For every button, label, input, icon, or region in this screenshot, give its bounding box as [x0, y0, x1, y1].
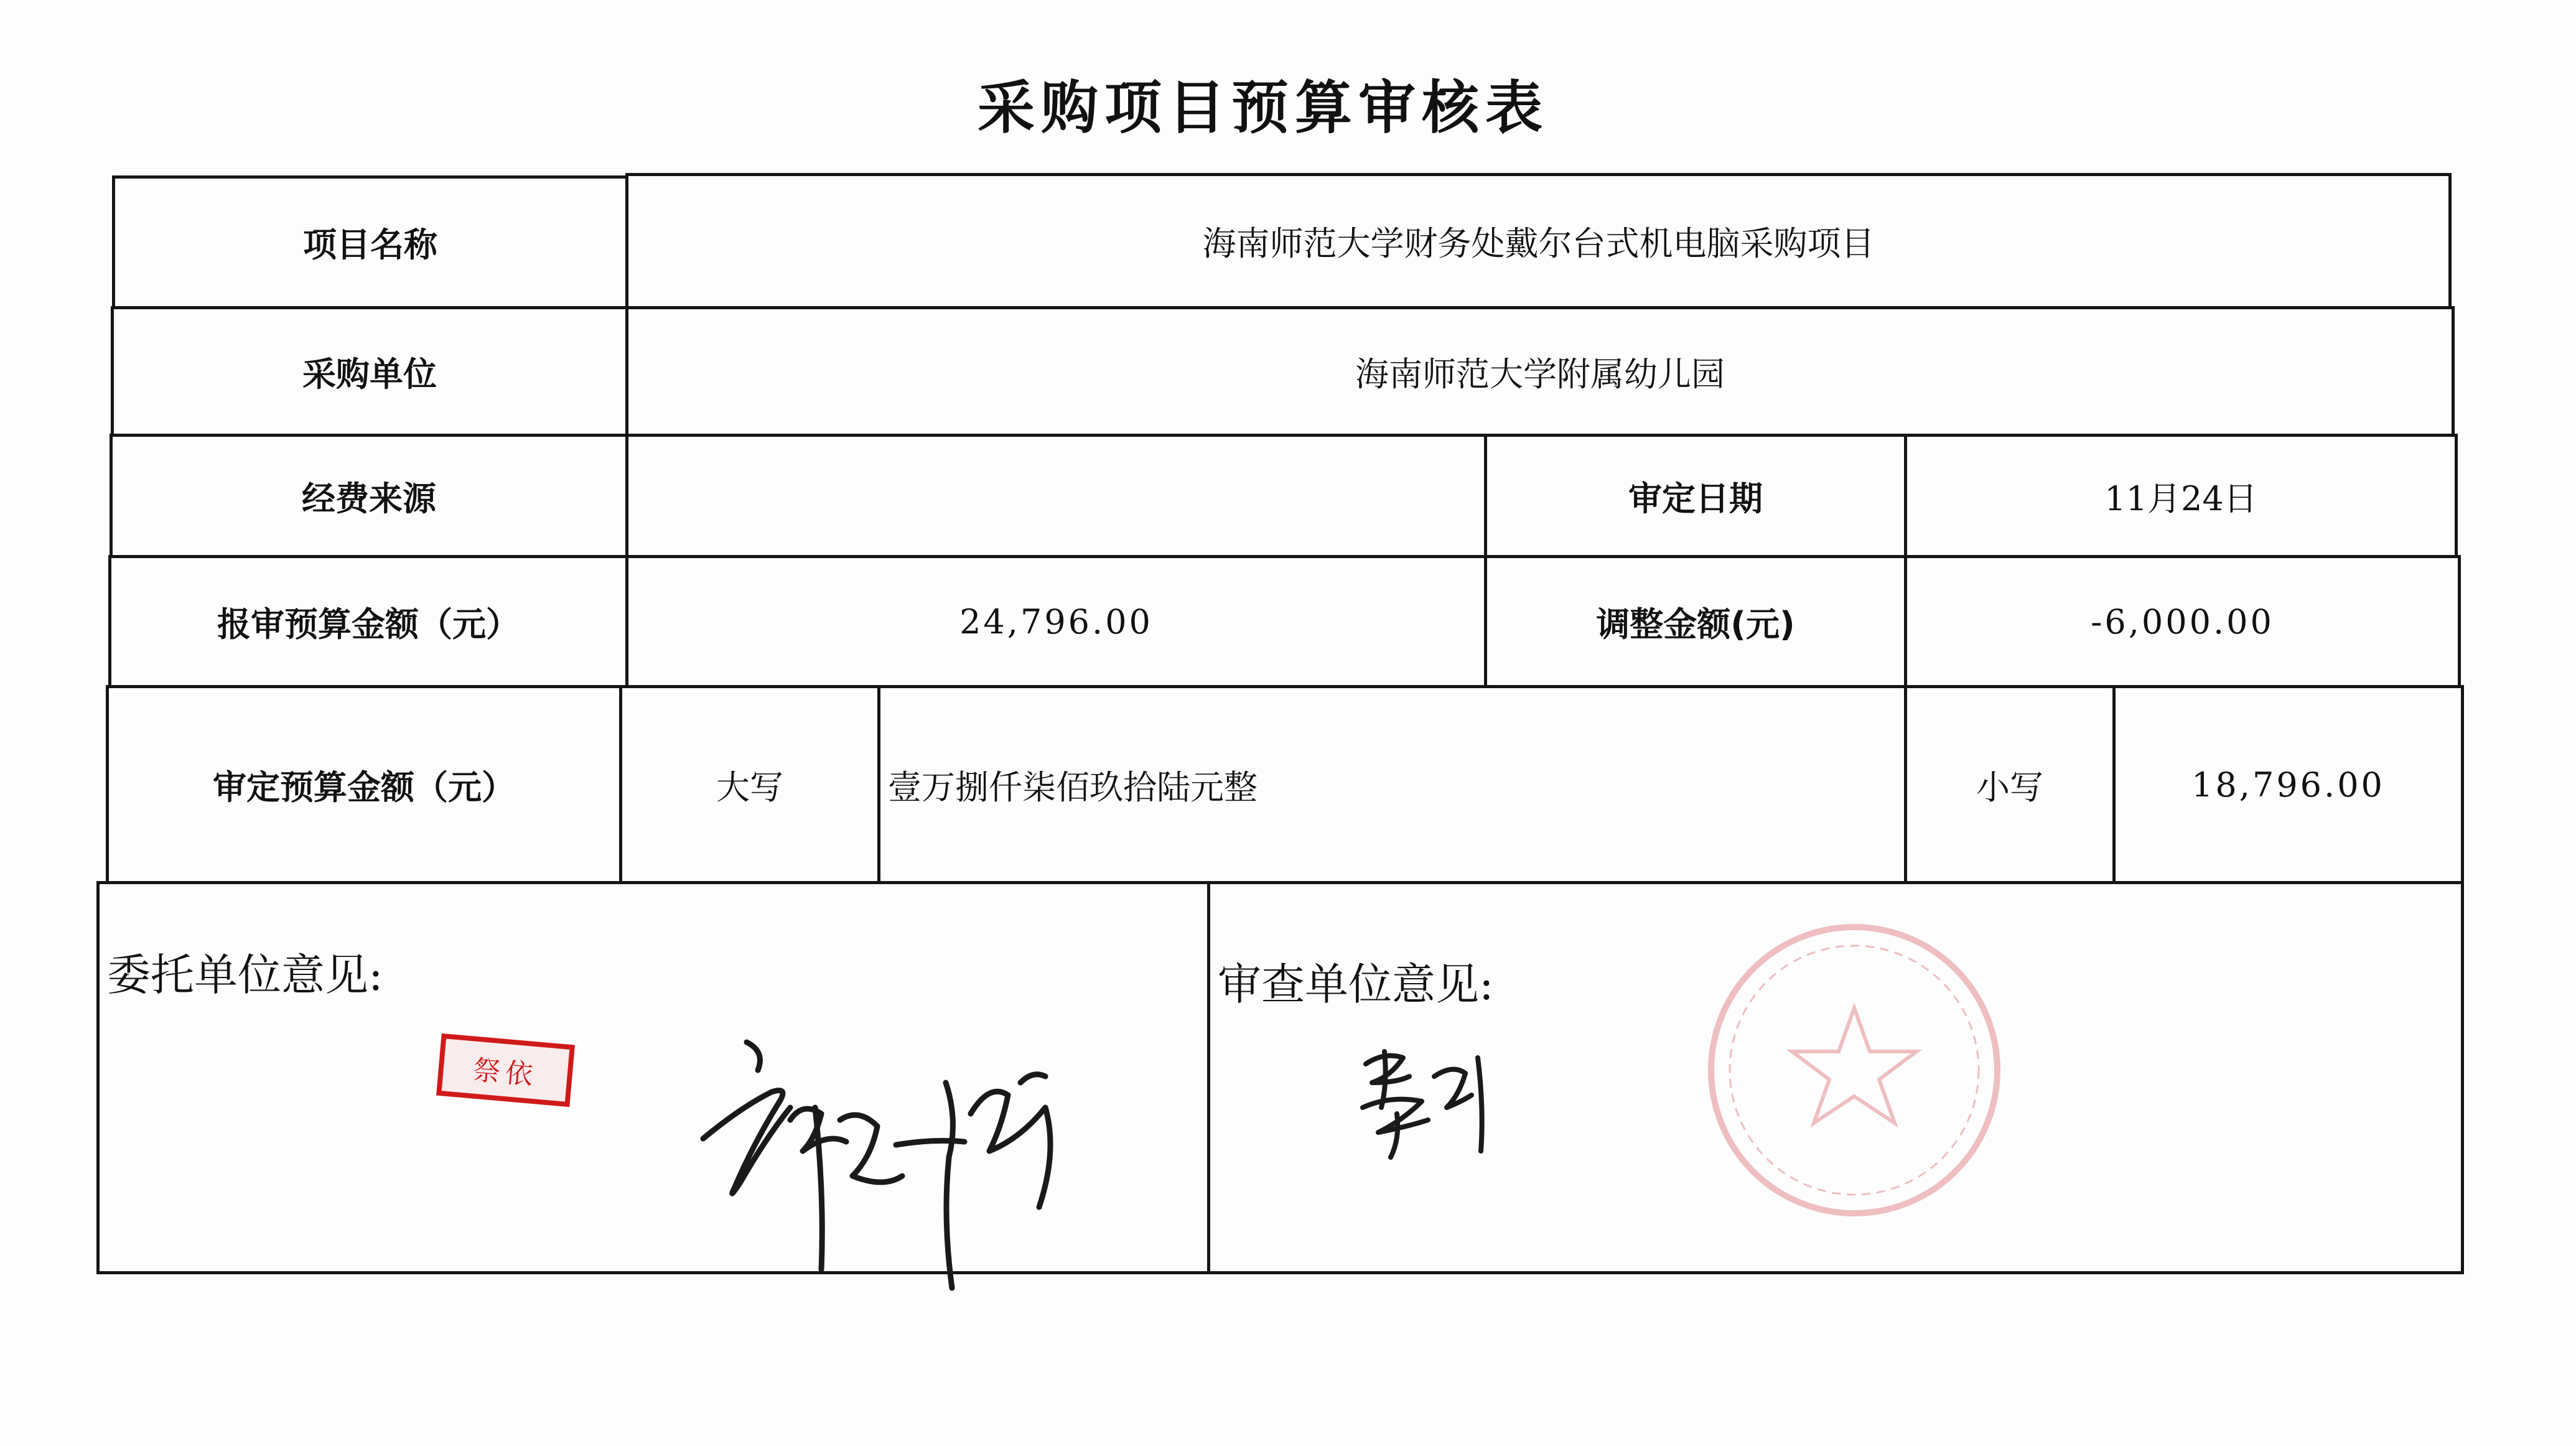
submitted-budget-value-cell: [625, 555, 1487, 688]
purchase-unit-label: 采购单位: [302, 354, 437, 394]
submitted-budget-label: 报审预算金额（元）: [217, 604, 520, 644]
adjustment-label: 调整金额(元): [1596, 604, 1795, 644]
submitted-budget-value: 24,796.00: [959, 602, 1153, 641]
purchase-unit-value: 海南师范大学附属幼儿园: [1355, 354, 1725, 394]
uppercase-label-cell: [619, 685, 880, 884]
lowercase-label: 小写: [1976, 767, 2043, 807]
project-name-label: 项目名称: [303, 225, 437, 264]
client-signature: [697, 1033, 1120, 1300]
stamp-text: 祭依: [472, 1054, 539, 1092]
fund-source-label: 经费来源: [302, 478, 436, 518]
approval-date-label-cell: [1484, 434, 1907, 558]
document-title: 采购项目预算审核表: [977, 75, 1549, 141]
uppercase-label: 大写: [716, 767, 783, 807]
fund-source-value-cell: [625, 434, 1487, 558]
adjustment-value: -6,000.00: [2091, 602, 2274, 641]
adjustment-value-cell: [1904, 555, 2461, 688]
uppercase-value: 壹万捌仟柒佰玖拾陆元整: [888, 767, 1258, 807]
approved-budget-label-cell: [106, 685, 622, 884]
purchase-unit-label-cell: [111, 306, 628, 437]
uppercase-value-cell: [877, 685, 1907, 884]
lowercase-value-cell: [2112, 685, 2464, 884]
submitted-budget-label-cell: [108, 555, 628, 688]
lowercase-label-cell: [1904, 685, 2116, 884]
purchase-unit-value-cell: [625, 306, 2455, 437]
approval-date-label: 审定日期: [1628, 478, 1763, 518]
red-name-stamp: [436, 1033, 575, 1107]
reviewer-opinion-label: 审查单位意见:: [1218, 959, 1494, 1010]
client-opinion-label: 委托单位意见:: [107, 949, 383, 1001]
adjustment-label-cell: [1484, 555, 1907, 688]
lowercase-value: 18,796.00: [2191, 765, 2385, 805]
reviewer-seal: [1680, 902, 2028, 1251]
project-name-value-cell: [625, 173, 2452, 309]
approved-budget-label: 审定预算金额（元）: [213, 767, 515, 807]
approval-date-value-cell: [1904, 434, 2458, 558]
fund-source-label-cell: [110, 434, 628, 558]
project-name-label-cell: [112, 175, 628, 309]
reviewer-signature: [1353, 1039, 1503, 1164]
project-name-value: 海南师范大学财务处戴尔台式机电脑采购项目: [1202, 224, 1875, 263]
approval-date-value: 11月24日: [2104, 478, 2257, 518]
